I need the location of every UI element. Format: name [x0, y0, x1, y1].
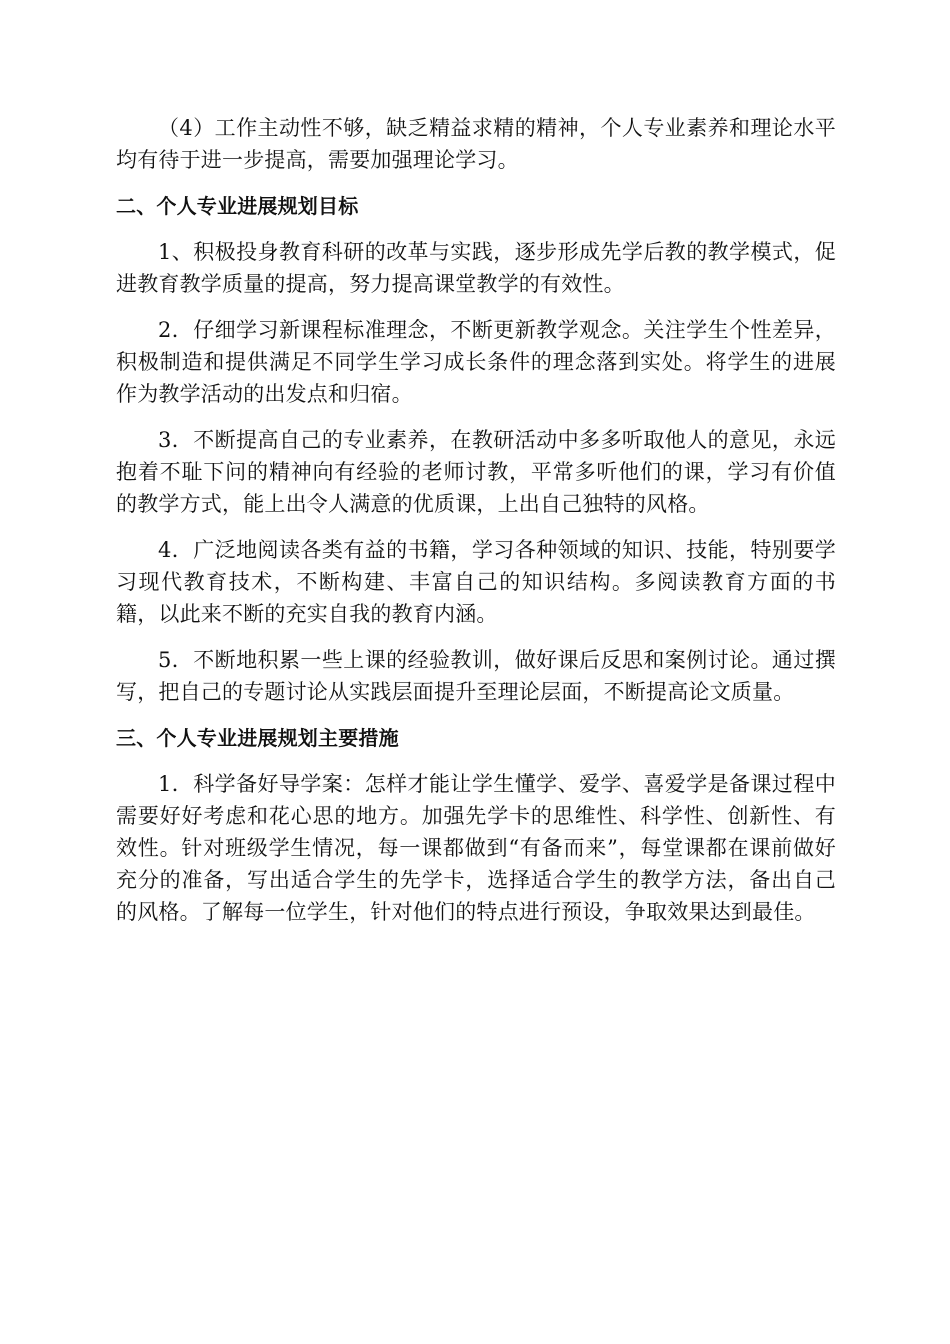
- measure-item-1: 1．科学备好导学案：怎样才能让学生懂学、爱学、喜爱学是备课过程中需要好好考虑和花心思的地方。加强先学卡的思维性、科学性、创新性、有效性。针对班级学生情况，每一课都做到“有备而来”，每堂课都在课前做好充分的准备，写出适合学生的先学卡，选择适合学生的教学方法，备出自己的风格。了解每一位学生，针对他们的特点进行预设，争取效果达到最佳。: [116, 772, 836, 924]
- goal-item-4: 4．广泛地阅读各类有益的书籍，学习各种领域的知识、技能，特别要学习现代教育技术，不断构建、丰富自己的知识结构。多阅读教育方面的书籍，以此来不断的充实自我的教育内涵。: [116, 538, 836, 626]
- section-heading-goals: 二、个人专业进展规划目标: [116, 194, 359, 218]
- goal-item-2: 2．仔细学习新课程标准理念，不断更新教学观念。关注学生个性差异，积极制造和提供满足不同学生学习成长条件的理念落到实处。将学生的进展作为教学活动的出发点和归宿。: [116, 318, 836, 406]
- goal-item-5: 5．不断地积累一些上课的经验教训，做好课后反思和案例讨论。通过撰写，把自己的专题讨论从实践层面提升至理论层面，不断提高论文质量。: [116, 648, 836, 704]
- goal-item-3: 3．不断提高自己的专业素养，在教研活动中多多听取他人的意见，永远抱着不耻下问的精神向有经验的老师讨教，平常多听他们的课，学习有价值的教学方式，能上出令人满意的优质课，上出自己独特的风格。: [116, 428, 836, 516]
- goal-item-1: 1、积极投身教育科研的改革与实践，逐步形成先学后教的教学模式，促进教育教学质量的提高，努力提高课堂教学的有效性。: [116, 240, 836, 296]
- document-body: [116, 112, 836, 942]
- section-heading-measures: 三、个人专业进展规划主要措施: [116, 726, 399, 750]
- paragraph-shortcoming-4: （4）工作主动性不够，缺乏精益求精的精神，个人专业素养和理论水平均有待于进一步提高，需要加强理论学习。: [116, 116, 836, 172]
